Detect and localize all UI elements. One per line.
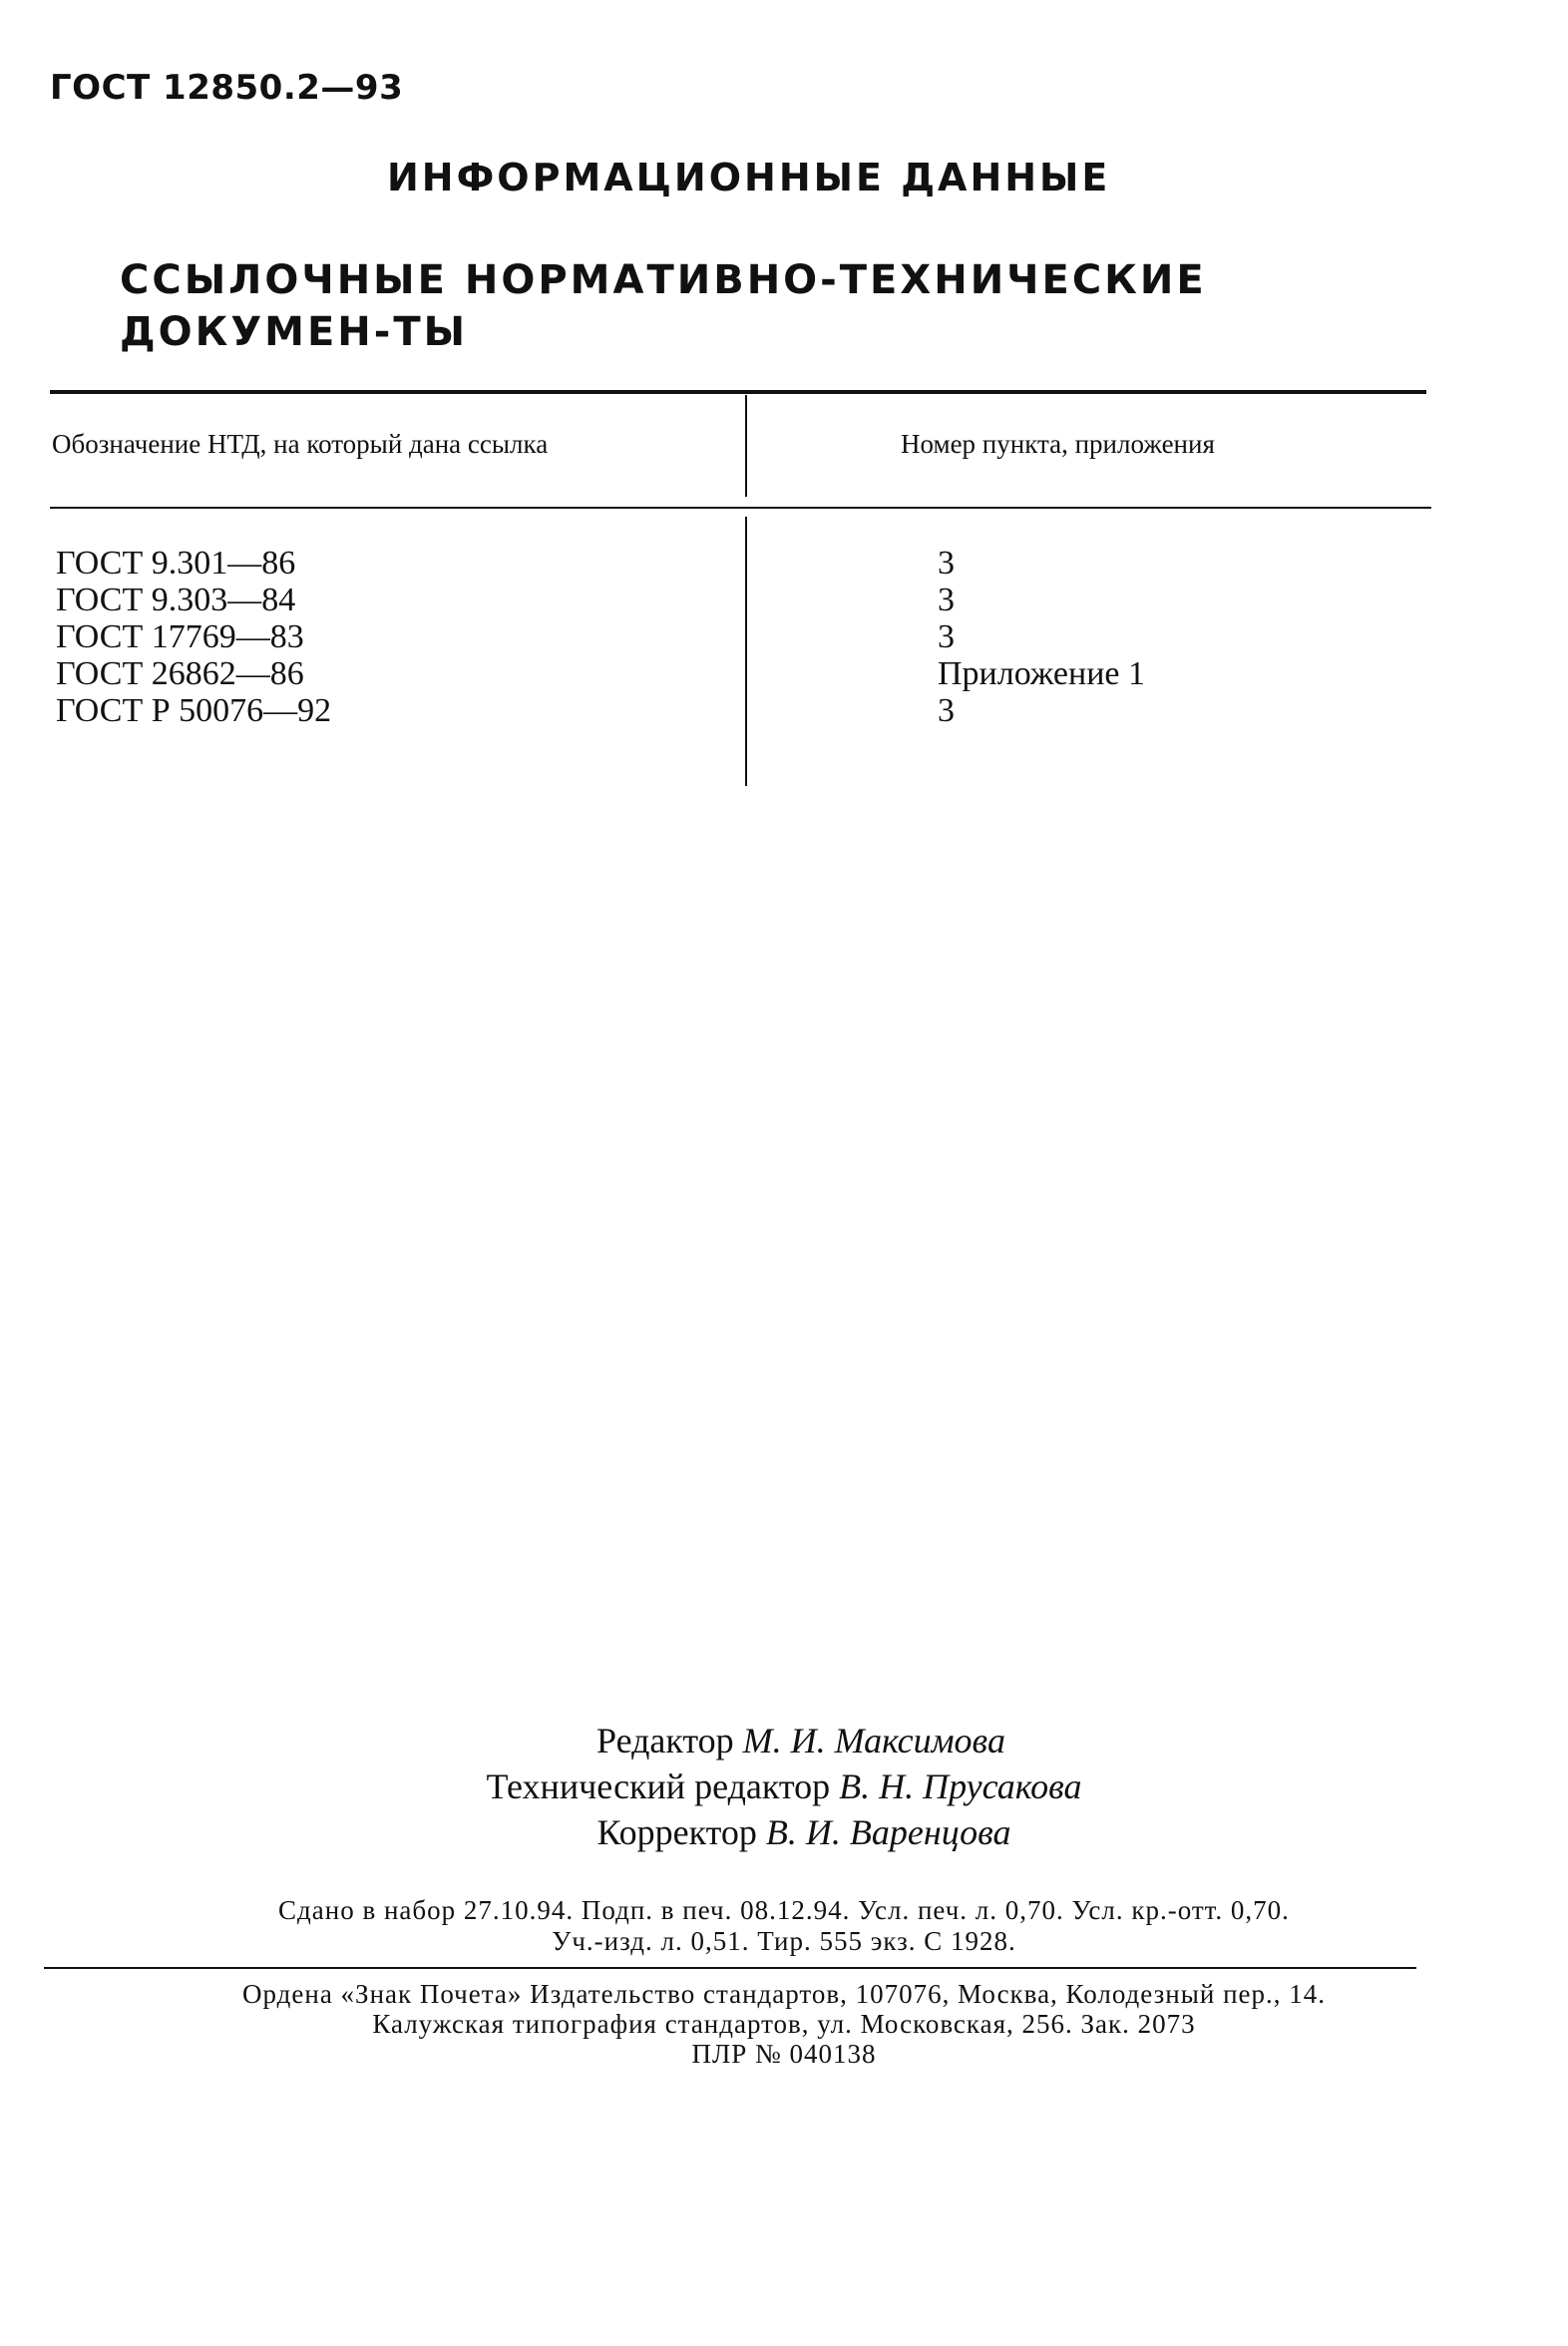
table-cell-designation: ГОСТ 17769—83 [56,618,304,655]
table-cell-designation: ГОСТ 26862—86 [56,655,304,692]
table-cell-clause: 3 [938,692,955,729]
table-cell-designation: ГОСТ Р 50076—92 [56,692,332,729]
credit-name: М. И. Максимова [742,1721,1005,1760]
credit-name: В. Н. Прусакова [839,1766,1082,1806]
print-imprint [0,1895,1568,1957]
table-cell-clause: 3 [938,618,955,655]
imprint-line: Уч.-изд. л. 0,51. Тир. 555 экз. С 1928. [552,1926,1016,1956]
credits [0,1718,1568,1855]
section-title: ИНФОРМАЦИОННЫЕ ДАННЫЕ [387,156,1111,199]
publisher-line: Ордена «Знак Почета» Издательство стандартов, 107076, Москва, Колодезный пер., 14. [242,1979,1326,2009]
column-divider [745,395,747,497]
document-code: ГОСТ 12850.2—93 [50,68,404,108]
credit-technical-editor [0,1763,1568,1809]
table-header-rule [50,507,1431,509]
column-header-clause: Номер пункта, приложения [901,429,1215,459]
table-cell-designation: ГОСТ 9.303—84 [56,582,296,618]
subtitle: ССЫЛОЧНЫЕ НОРМАТИВНО-ТЕХНИЧЕСКИЕ ДОКУМЕН-ТЫ [120,257,1207,355]
credit-role: Редактор [596,1721,734,1760]
clause-column [938,545,1145,729]
publisher-info [0,1979,1568,2069]
table-cell-clause: Приложение 1 [938,655,1145,692]
credit-name: В. И. Варенцова [765,1812,1011,1852]
footer-rule [44,1967,1416,1969]
table-cell-designation: ГОСТ 9.301—86 [56,545,296,582]
table-cell-clause: 3 [938,582,955,618]
table-top-rule [50,390,1426,394]
table-cell-clause: 3 [938,545,955,582]
credit-role: Корректор [596,1812,757,1852]
designation-column [56,545,331,729]
credit-proofreader [0,1809,1568,1855]
column-header-designation: Обозначение НТД, на который дана ссылка [52,429,549,459]
credit-editor [0,1718,1568,1763]
credit-role: Технический редактор [486,1766,831,1806]
license-number: ПЛР № 040138 [691,2039,877,2069]
column-divider [745,517,747,786]
imprint-line: Сдано в набор 27.10.94. Подп. в печ. 08.12.94. Усл. печ. л. 0,70. Усл. кр.-отт. 0,70. [278,1895,1290,1925]
publisher-line: Калужская типография стандартов, ул. Московская, 256. Зак. 2073 [372,2009,1196,2039]
